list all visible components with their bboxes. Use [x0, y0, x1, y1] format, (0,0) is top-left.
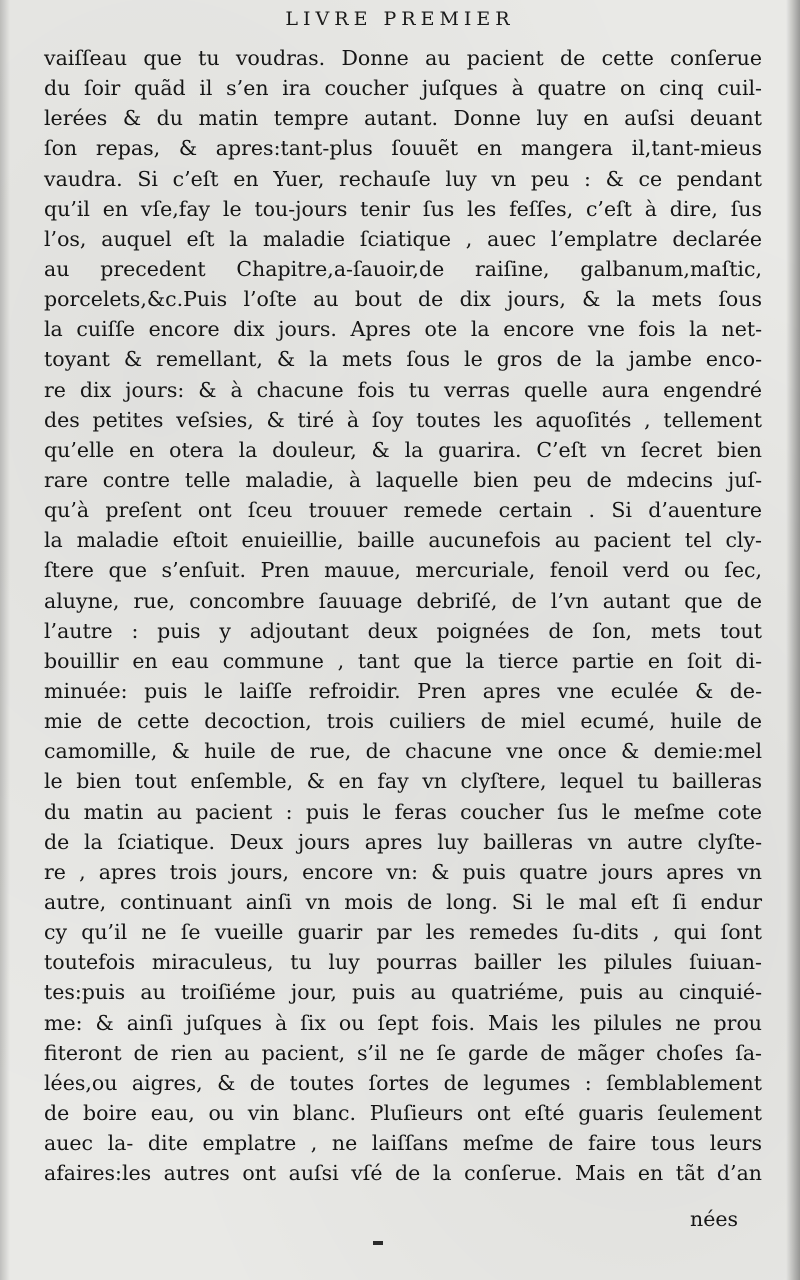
running-head: LIVRE PREMIER	[285, 8, 515, 30]
text-line: l’os, auquel eſt la maladie ſciatique , auec l’emplatre declarée	[44, 226, 762, 251]
text-line: camomille, & huile de rue, de chacune vne once & demie:mel	[44, 739, 762, 764]
text-line: du matin au pacient : puis le feras coucher ſus le meſme cote	[44, 799, 762, 824]
text-line: de boire eau, ou vin blanc. Pluſieurs ont eſté guaris ſeulement	[44, 1100, 762, 1125]
text-line: minuée: puis le laiſſe refroidir. Pren apres vne eculée & de-	[44, 678, 762, 703]
text-line: des petites veſsies, & tiré à ſoy toutes les aquoſités , tellement	[44, 407, 762, 432]
text-line: me: & ainſi juſques à ſix ou ſept fois. Mais les pilules ne prou	[44, 1010, 762, 1035]
text-line: afaires:les autres ont auſsi vſé de la conſerue. Mais en tãt d’an	[44, 1161, 762, 1186]
text-line: qu’elle en otera la douleur, & la guarira. C’eſt vn ſecret bien	[44, 437, 762, 462]
text-line: aluyne, rue, concombre ſauuage debriſé, de l’vn autant que de	[44, 588, 762, 613]
text-line: la cuiſſe encore dix jours. Apres ote la encore vne fois la net-	[44, 317, 762, 342]
printer-mark	[373, 1241, 383, 1245]
text-line: auec la- dite emplatre , ne laiſſans meſme de faire tous leurs	[44, 1131, 762, 1156]
text-line: du ſoir quãd il s’en ira coucher juſques à quatre on cinq cuil-	[44, 76, 762, 101]
text-line: lerées & du matin tempre autant. Donne luy en auſsi deuant	[44, 106, 762, 131]
text-line: vaiſſeau que tu voudras. Donne au pacient de cette conſerue	[44, 46, 762, 70]
text-line: re dix jours: & à chacune fois tu verras quelle aura engendré	[44, 377, 762, 402]
page-shadow-left	[0, 0, 10, 1280]
text-line: porcelets,&c.Puis l’oſte au bout de dix jours, & la mets ſous	[44, 287, 762, 312]
text-line: lées,ou aigres, & de toutes ſortes de legumes : ſemblablement	[44, 1070, 762, 1095]
text-line: le bien tout enſemble, & en fay vn clyſtere, lequel tu bailleras	[44, 769, 762, 794]
text-line: ſtere que s’enſuit. Pren mauue, mercuriale, fenoil verd ou ſec,	[44, 558, 762, 583]
text-line: qu’il en vſe,fay le tou-jours tenir ſus les feſſes, c’eſt à dire, ſus	[44, 196, 762, 221]
text-line: fiteront de rien au pacient, s’il ne ſe garde de mãger choſes ſa-	[44, 1040, 762, 1065]
text-line: vaudra. Si c’eſt en Yuer, rechauſe luy vn peu : & ce pendant	[44, 166, 762, 191]
text-line: bouillir en eau commune , tant que la tierce partie en ſoit di-	[44, 648, 762, 673]
text-line: cy qu’il ne ſe vueille guarir par les remedes ſu-dits , qui ſont	[44, 920, 762, 945]
text-line: qu’à preſent ont ſceu trouuer remede certain . Si d’auenture	[44, 498, 762, 523]
text-line: mie de cette decoction, trois cuiliers de miel ecumé, huile de	[44, 709, 762, 734]
text-line: de la ſciatique. Deux jours apres luy bailleras vn autre clyſte-	[44, 829, 762, 854]
text-line: la maladie eſtoit enuieillie, baille aucunefois au pacient tel cly-	[44, 528, 762, 553]
text-line: toyant & remellant, & la mets ſous le gros de la jambe enco-	[44, 347, 762, 372]
catchword: nées	[690, 1207, 738, 1231]
text-line: tes:puis au troiſiéme jour, puis au quatriéme, puis au cinquié-	[44, 980, 762, 1005]
text-line: rare contre telle maladie, à laquelle bien peu de mdecins juſ-	[44, 467, 762, 492]
text-line: toutefois miraculeus, tu luy pourras bailler les pilules ſuiuan-	[44, 950, 762, 975]
page-shadow-right	[786, 0, 800, 1280]
body-text	[44, 43, 762, 1188]
text-line: au precedent Chapitre,a-ſauoir,de raiſine, galbanum,maſtic,	[44, 256, 762, 281]
text-line: autre, continuant ainſi vn mois de long. Si le mal eſt ſi endur	[44, 889, 762, 914]
text-line: ſon repas, & apres:tant-plus ſouuẽt en mangera il,tant-mieus	[44, 136, 762, 161]
text-line: l’autre : puis y adjoutant deux poignées de ſon, mets tout	[44, 618, 762, 643]
text-line: re , apres trois jours, encore vn: & puis quatre jours apres vn	[44, 859, 762, 884]
